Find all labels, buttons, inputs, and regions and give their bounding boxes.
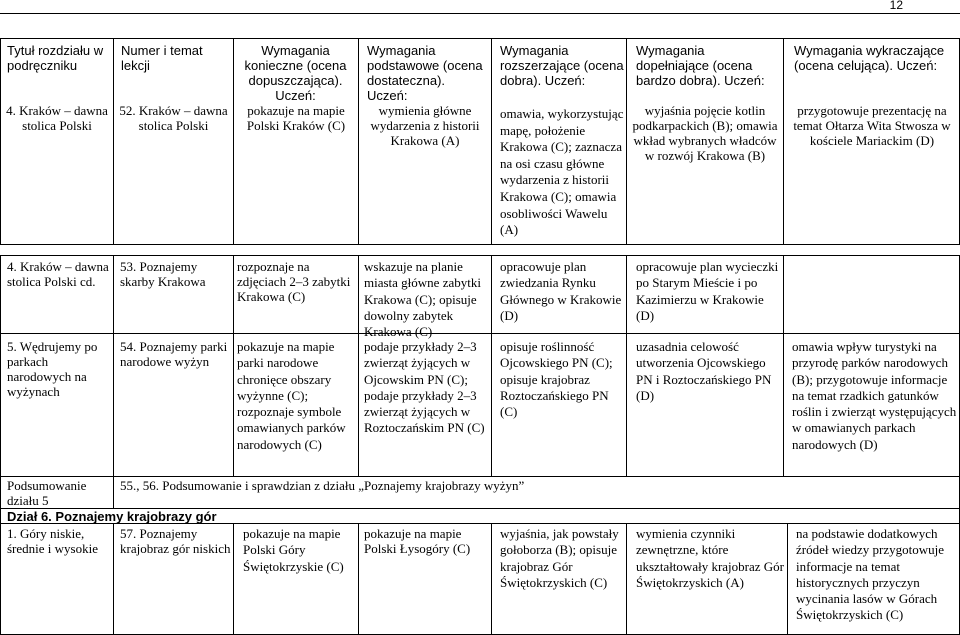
section-title: Dział 6. Poznajemy krajobrazy gór — [7, 509, 217, 524]
row4-beyond: na podstawie dodatkowych źródeł wiedzy przygotowuje informacje na temat historycznych przyczyn wycinania lasów w Górach Świętokrzyskich (C) — [796, 526, 945, 623]
row3-basic: podaje przykłady 2–3 zwierząt żyjących w Ojcowskim PN (C); podaje przykłady 2–3 zwierząt żyjących w Roztoczańskim PN (C) — [364, 339, 485, 436]
summary-label: Podsumowanie działu 5 — [7, 478, 87, 508]
summary-text: 55., 56. Podsumowanie i sprawdzian z działu „Poznajemy krajobrazy wyżyn” — [120, 478, 525, 493]
header-beyond: Wymagania wykraczające (ocena celująca). Uczeń: — [794, 43, 945, 73]
row4-required: pokazuje na mapie Polski Góry Świętokrzyskie (C) — [243, 526, 344, 574]
row1-complementary: wyjaśnia pojęcie kotlin podkarpackich (B); omawia wkład wybranych władców w rozwój Krakowa (B) — [632, 103, 778, 163]
row4-lesson: 57. Poznajemy krajobraz gór niskich — [120, 526, 231, 556]
row2-lesson: 53. Poznajemy skarby Krakowa — [120, 259, 206, 289]
row4-extended: wyjaśnia, jak powstały gołoborza (B); opisuje krajobraz Gór Świętokrzyskich (C) — [500, 526, 619, 590]
row4-chapter: 1. Góry niskie, średnie i wysokie — [7, 526, 98, 556]
page-header — [0, 0, 960, 14]
page-number: 12 — [889, 0, 903, 12]
row1-lesson: 52. Kraków – dawna stolica Polski — [119, 103, 228, 133]
row3-chapter: 5. Wędrujemy po parkach narodowych na wyżynach — [7, 339, 98, 399]
row1-extended: omawia, wykorzystując mapę, położenie Krakowa (C); zaznacza na osi czasu główne wydarzenia z historii Krakowa (C); omawia osobliwości Wawelu (A) — [500, 106, 624, 238]
header-lesson: Numer i temat lekcji — [121, 43, 203, 73]
header-extended: Wymagania rozszerzające (ocena dobra). Uczeń: — [500, 43, 624, 88]
header-basic: Wymagania podstawowe (ocena dostateczna). Uczeń: — [367, 43, 483, 103]
header-complementary: Wymagania dopełniające (ocena bardzo dobra). Uczeń: — [636, 43, 765, 88]
header-chapter: Tytuł rozdziału w podręczniku — [7, 43, 104, 73]
row2-chapter: 4. Kraków – dawna stolica Polski cd. — [7, 259, 109, 289]
row4-complementary: wymienia czynniki zewnętrzne, które ukształtowały krajobraz Gór Świętokrzyskich (A) — [636, 526, 785, 590]
row1-basic: wymienia główne wydarzenia z historii Krakowa (A) — [370, 103, 480, 148]
row3-lesson: 54. Poznajemy parki narodowe wyżyn — [120, 339, 228, 369]
row3-beyond: omawia wpływ turystyki na przyrodę parków narodowych (B); przygotowuje informacje na temat rzadkich gatunków roślin i zwierząt występujących w omawianych parkach narodowych (D) — [792, 339, 957, 452]
header-required: Wymagania konieczne (ocena dopuszczająca). Uczeń: — [244, 43, 347, 103]
row3-required: pokazuje na mapie parki narodowe chronięce obszary wyżynne (C); rozpoznaje symbole omawianych parków narodowych (C) — [237, 339, 346, 452]
row2-complementary: opracowuje plan wycieczki po Starym Mieście i po Kazimierzu w Krakowie (D) — [636, 259, 779, 323]
row4-basic: pokazuje na mapie Polski Łysogóry (C) — [364, 526, 471, 556]
row2-extended: opracowuje plan zwiedzania Rynku Głównego w Krakowie (D) — [500, 259, 622, 323]
row3-complementary: uzasadnia celowość utworzenia Ojcowskiego PN i Roztoczańskiego PN (D) — [636, 339, 772, 403]
row2-required: rozpoznaje na zdjęciach 2–3 zabytki Krakowa (C) — [237, 259, 351, 304]
row1-required: pokazuje na mapie Polski Kraków (C) — [246, 103, 346, 133]
row2-basic: wskazuje na planie miasta główne zabytki Krakowa (C); opisuje dowolny zabytek Krakowa (C) — [364, 259, 481, 340]
row1-beyond: przygotowuje prezentację na temat Ołtarza Wita Stwosza w kościele Mariackim (D) — [793, 103, 951, 148]
row3-extended: opisuje roślinność Ojcowskiego PN (C); opisuje krajobraz Roztoczańskiego PN (C) — [500, 339, 613, 420]
row1-chapter: 4. Kraków – dawna stolica Polski — [6, 103, 108, 133]
